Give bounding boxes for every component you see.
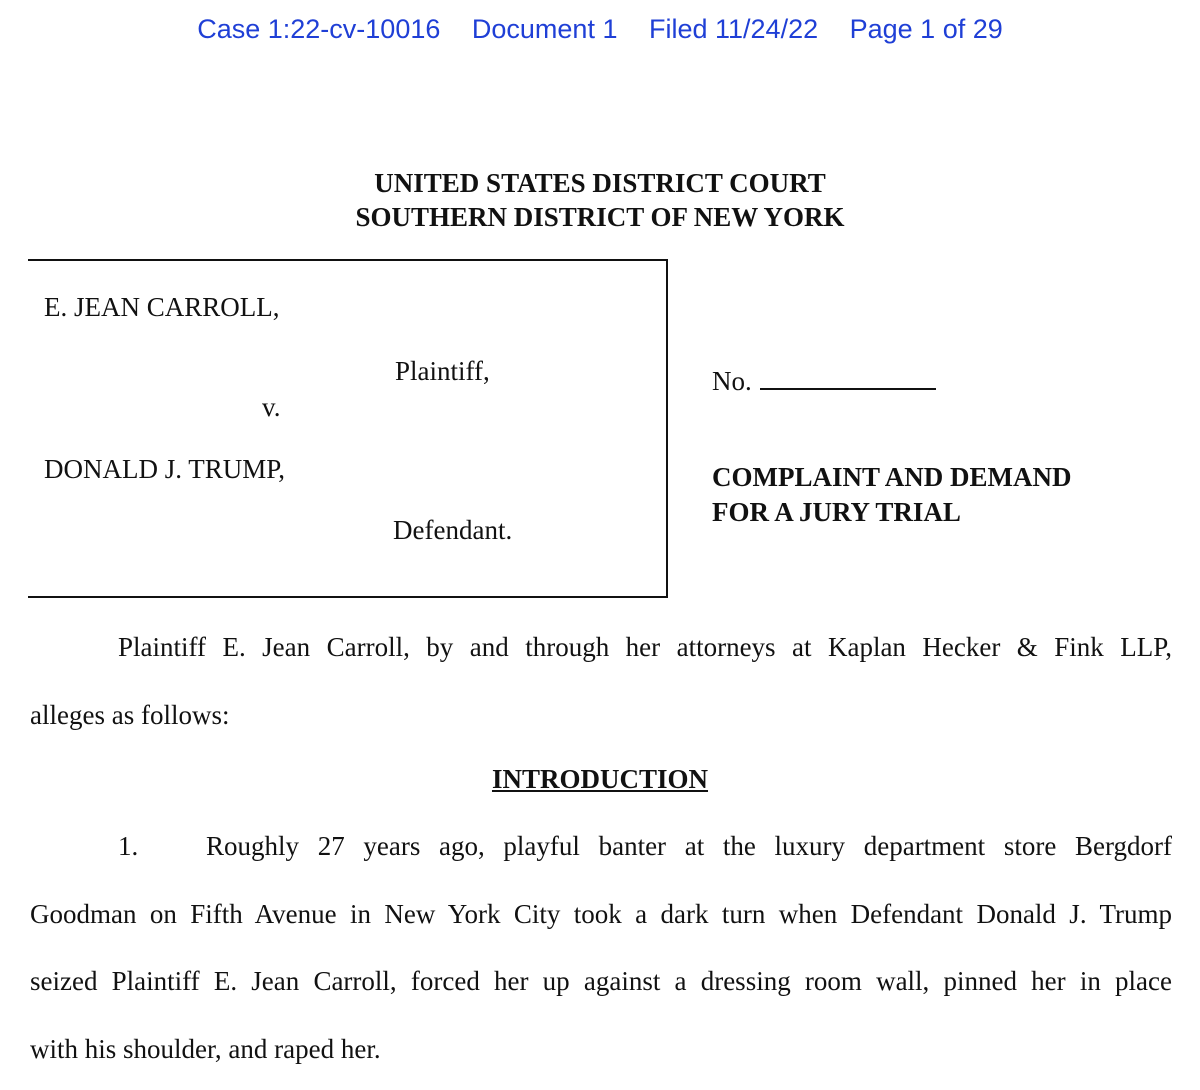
plaintiff-role: Plaintiff, [395,356,490,386]
defendant-name: DONALD J. TRUMP, [44,454,286,484]
complaint-title-line1: COMPLAINT AND DEMAND [712,462,1072,492]
plaintiff-name: E. JEAN CARROLL, [44,292,280,322]
case-number-stamp: Case 1:22-cv-10016 [197,14,441,44]
filed-date-stamp: Filed 11/24/22 [648,14,819,44]
case-number-field [712,366,936,397]
paragraph-1-line-2: Goodman on Fifth Avenue in New York City took a dark turn when Defendant Donald J. Trump [30,899,1172,929]
document-number-stamp: Document 1 [471,14,618,44]
court-heading [0,166,1200,234]
case-number-blank-line [760,366,936,390]
complaint-title-line2: FOR A JURY TRIAL [712,497,961,527]
paragraph-number: 1. [118,831,139,861]
section-heading [0,764,1200,795]
paragraph-1-line-3: seized Plaintiff E. Jean Carroll, forced her up against a dressing room wall, pinned her in place [30,966,1172,996]
filing-stamp [0,14,1200,45]
preamble-line-2: alleges as follows: [30,700,230,730]
page-count-stamp: Page 1 of 29 [849,14,1003,44]
case-number-label: No. [712,366,752,396]
versus-label: v. [262,392,281,422]
court-name: UNITED STATES DISTRICT COURT [374,168,826,198]
defendant-role: Defendant. [393,515,513,545]
introduction-heading: INTRODUCTION [491,764,709,794]
preamble-line-1: Plaintiff E. Jean Carroll, by and through her attorneys at Kaplan Hecker & Fink LLP, [118,632,1172,662]
paragraph-1-line-4: with his shoulder, and raped her. [30,1034,381,1064]
court-district: SOUTHERN DISTRICT OF NEW YORK [355,202,845,232]
complaint-title [712,460,1072,530]
paragraph-1-line-1: Roughly 27 years ago, playful banter at the luxury department store Bergdorf [206,831,1172,861]
